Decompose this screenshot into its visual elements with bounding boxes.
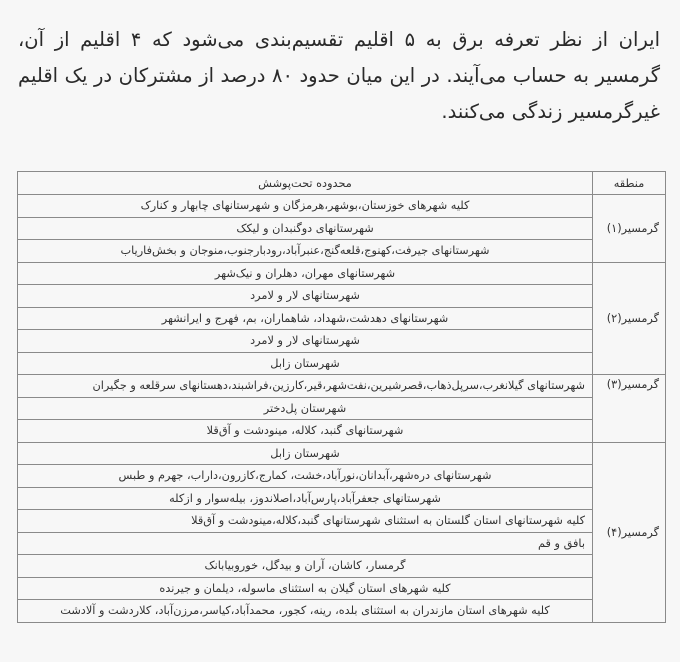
header-region: منطقه [593,172,666,195]
table-row [18,442,666,465]
table-row [18,420,666,443]
coverage-cell: کلیه شهرهای استان گیلان به استثنای ماسوله، دیلمان و جیرنده [18,577,593,600]
coverage-cell: کلیه شهرستانهای استان گلستان به استثنای شهرستانهای گنبد،کلاله،مینودشت و آق‌قلا [18,510,593,533]
table-row [18,397,666,420]
table-row [18,307,666,330]
coverage-cell: شهرستانهای گنبد، کلاله، مینودشت و آق‌قلا [18,420,593,443]
coverage-cell: شهرستانهای لار و لامرد [18,285,593,308]
table-header-row [18,172,666,195]
intro-paragraph: ایران از نظر تعرفه برق به ۵ اقلیم تقسیم‌بندی می‌شود که ۴ اقلیم از آن، گرمسیر به حساب می‌آیند. در این میان حدود ۸۰ درصد از مشترکان در یک اقلیم غیرگرمسیر زندگی می‌کنند. [18,28,660,123]
table-row [18,285,666,308]
table-row [18,487,666,510]
coverage-cell: بافق و قم [18,532,593,555]
table-row [18,577,666,600]
table-row [18,532,666,555]
coverage-cell: کلیه شهرهای خوزستان،بوشهر،هرمزگان و شهرستانهای چابهار و کنارک [18,195,593,218]
region-cell: گرمسیر(۴) [593,442,666,622]
region-cell: گرمسیر(۳) [593,375,666,443]
coverage-cell: شهرستان زابل [18,442,593,465]
header-coverage: محدوده تحت‌پوشش [18,172,593,195]
table-row [18,240,666,263]
table-row [18,330,666,353]
coverage-cell: شهرستان پل‌دختر [18,397,593,420]
coverage-cell: گرمسار، کاشان، آران و بیدگل، خوروبیابانک [18,555,593,578]
coverage-cell: شهرستانهای دره‌شهر،آبدانان،نورآباد،خشت، کمارج،کازرون،داراب، جهرم و طبس [18,465,593,488]
table-row [18,555,666,578]
coverage-cell: شهرستان زابل [18,352,593,375]
tariff-region-table [17,171,666,623]
table-row [18,375,666,398]
table-row [18,262,666,285]
coverage-cell: شهرستانهای گیلانغرب،سرپل‌ذهاب،قصرشیرین،نفت‌شهر،قیر،کارزین،فراشبند،دهستانهای سرقلعه و جگیران [18,375,593,398]
coverage-cell: شهرستانهای جیرفت،کهنوج،قلعه‌گنج،عنبرآباد،رودبارجنوب،منوجان و بخش‌فاریاب [18,240,593,263]
region-cell: گرمسیر(۲) [593,262,666,375]
table-row [18,465,666,488]
coverage-cell: کلیه شهرهای استان مازندران به استثنای بلده، رینه، کجور، محمدآباد،کیاسر،مرزن‌آباد، کلاردشت و آلادشت [18,600,593,623]
table-row [18,510,666,533]
coverage-cell: شهرستانهای دهدشت،شهداد، شاهماران، بم، فهرج و ایرانشهر [18,307,593,330]
region-cell: گرمسیر(۱) [593,195,666,263]
table-row [18,600,666,623]
coverage-cell: شهرستانهای جعفرآباد،پارس‌آباد،اصلاندوز، بیله‌سوار و ازکله [18,487,593,510]
table-row [18,352,666,375]
coverage-cell: شهرستانهای لار و لامرد [18,330,593,353]
coverage-cell: شهرستانهای دوگنبدان و لیکک [18,217,593,240]
table-row [18,195,666,218]
table-row [18,217,666,240]
coverage-cell: شهرستانهای مهران، دهلران و نیک‌شهر [18,262,593,285]
